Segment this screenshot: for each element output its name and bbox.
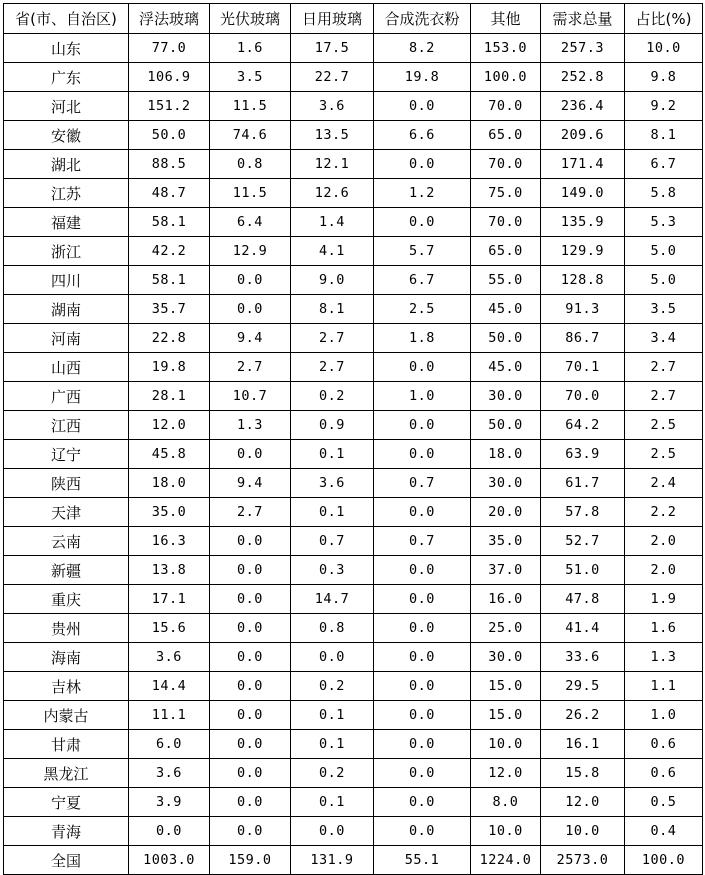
cell-float-glass: 17.1 — [129, 585, 210, 614]
table-row — [4, 411, 703, 440]
cell-province: 青海 — [4, 817, 129, 846]
cell-pv-glass: 0.0 — [210, 643, 291, 672]
table-row — [4, 295, 703, 324]
cell-float-glass: 13.8 — [129, 556, 210, 585]
cell-pv-glass: 2.7 — [210, 498, 291, 527]
cell-other: 45.0 — [471, 295, 541, 324]
cell-detergent: 0.0 — [374, 353, 471, 382]
cell-detergent: 0.0 — [374, 614, 471, 643]
cell-float-glass: 88.5 — [129, 150, 210, 179]
cell-province: 贵州 — [4, 614, 129, 643]
cell-daily-glass: 13.5 — [291, 121, 374, 150]
cell-pv-glass: 11.5 — [210, 179, 291, 208]
cell-detergent: 8.2 — [374, 34, 471, 63]
cell-pv-glass: 1.3 — [210, 411, 291, 440]
cell-float-glass: 28.1 — [129, 382, 210, 411]
cell-share: 1.3 — [625, 643, 703, 672]
cell-pv-glass: 9.4 — [210, 324, 291, 353]
table-body — [4, 34, 703, 875]
cell-detergent: 6.7 — [374, 266, 471, 295]
table-row — [4, 556, 703, 585]
cell-daily-glass: 0.1 — [291, 440, 374, 469]
cell-pv-glass: 1.6 — [210, 34, 291, 63]
cell-total-demand: 52.7 — [541, 527, 625, 556]
cell-other: 50.0 — [471, 324, 541, 353]
cell-float-glass: 35.7 — [129, 295, 210, 324]
demand-table — [3, 3, 703, 875]
cell-share: 1.9 — [625, 585, 703, 614]
cell-share: 9.8 — [625, 63, 703, 92]
table-row — [4, 121, 703, 150]
cell-total-demand: 33.6 — [541, 643, 625, 672]
cell-pv-glass: 0.0 — [210, 295, 291, 324]
cell-float-glass: 12.0 — [129, 411, 210, 440]
cell-province: 陕西 — [4, 469, 129, 498]
cell-share: 9.2 — [625, 92, 703, 121]
cell-daily-glass: 8.1 — [291, 295, 374, 324]
cell-float-glass: 14.4 — [129, 672, 210, 701]
cell-daily-glass: 17.5 — [291, 34, 374, 63]
cell-float-glass: 35.0 — [129, 498, 210, 527]
cell-detergent: 0.0 — [374, 788, 471, 817]
header-detergent: 合成洗衣粉 — [374, 4, 471, 34]
cell-pv-glass: 0.0 — [210, 266, 291, 295]
header-total-demand: 需求总量 — [541, 4, 625, 34]
cell-province: 天津 — [4, 498, 129, 527]
table-row — [4, 585, 703, 614]
cell-pv-glass: 0.0 — [210, 730, 291, 759]
cell-detergent: 5.7 — [374, 237, 471, 266]
table-row — [4, 527, 703, 556]
cell-total-demand: 236.4 — [541, 92, 625, 121]
cell-share: 2.7 — [625, 382, 703, 411]
cell-pv-glass: 0.0 — [210, 556, 291, 585]
cell-province: 山西 — [4, 353, 129, 382]
table-row — [4, 266, 703, 295]
cell-other: 20.0 — [471, 498, 541, 527]
cell-daily-glass: 0.0 — [291, 817, 374, 846]
cell-detergent: 0.0 — [374, 498, 471, 527]
cell-detergent: 0.0 — [374, 643, 471, 672]
cell-detergent: 1.8 — [374, 324, 471, 353]
header-float-glass: 浮法玻璃 — [129, 4, 210, 34]
cell-other: 25.0 — [471, 614, 541, 643]
cell-share: 0.6 — [625, 730, 703, 759]
cell-daily-glass: 0.0 — [291, 643, 374, 672]
cell-pv-glass: 11.5 — [210, 92, 291, 121]
cell-daily-glass: 12.1 — [291, 150, 374, 179]
total-row — [4, 846, 703, 875]
cell-share: 2.0 — [625, 556, 703, 585]
cell-float-glass: 0.0 — [129, 817, 210, 846]
table-row — [4, 759, 703, 788]
cell-other: 15.0 — [471, 701, 541, 730]
cell-pv-glass: 0.8 — [210, 150, 291, 179]
cell-pv-glass: 0.0 — [210, 614, 291, 643]
cell-float-glass: 50.0 — [129, 121, 210, 150]
cell-total-demand: 86.7 — [541, 324, 625, 353]
cell-province: 江西 — [4, 411, 129, 440]
cell-province: 海南 — [4, 643, 129, 672]
cell-daily-glass: 0.2 — [291, 759, 374, 788]
cell-other: 70.0 — [471, 150, 541, 179]
cell-daily-glass: 2.7 — [291, 353, 374, 382]
cell-share: 1.1 — [625, 672, 703, 701]
cell-total-demand: 149.0 — [541, 179, 625, 208]
cell-detergent: 0.0 — [374, 701, 471, 730]
cell-detergent: 2.5 — [374, 295, 471, 324]
cell-share: 100.0 — [625, 846, 703, 875]
cell-other: 153.0 — [471, 34, 541, 63]
table-row — [4, 382, 703, 411]
table-row — [4, 179, 703, 208]
table-row — [4, 788, 703, 817]
cell-pv-glass: 0.0 — [210, 440, 291, 469]
cell-province: 湖北 — [4, 150, 129, 179]
cell-share: 8.1 — [625, 121, 703, 150]
table-row — [4, 672, 703, 701]
cell-float-glass: 42.2 — [129, 237, 210, 266]
cell-share: 1.0 — [625, 701, 703, 730]
cell-share: 2.5 — [625, 411, 703, 440]
cell-float-glass: 48.7 — [129, 179, 210, 208]
cell-detergent: 55.1 — [374, 846, 471, 875]
table-row — [4, 701, 703, 730]
cell-total-demand: 12.0 — [541, 788, 625, 817]
cell-total-demand: 171.4 — [541, 150, 625, 179]
cell-share: 5.0 — [625, 266, 703, 295]
cell-daily-glass: 0.9 — [291, 411, 374, 440]
cell-province: 辽宁 — [4, 440, 129, 469]
cell-detergent: 1.0 — [374, 382, 471, 411]
table-row — [4, 208, 703, 237]
cell-total-demand: 70.0 — [541, 382, 625, 411]
cell-float-glass: 16.3 — [129, 527, 210, 556]
cell-other: 30.0 — [471, 382, 541, 411]
cell-province: 甘肃 — [4, 730, 129, 759]
cell-detergent: 1.2 — [374, 179, 471, 208]
table-row — [4, 614, 703, 643]
cell-other: 70.0 — [471, 208, 541, 237]
cell-daily-glass: 0.2 — [291, 382, 374, 411]
cell-share: 2.5 — [625, 440, 703, 469]
cell-share: 3.4 — [625, 324, 703, 353]
cell-pv-glass: 0.0 — [210, 701, 291, 730]
cell-daily-glass: 22.7 — [291, 63, 374, 92]
cell-detergent: 0.0 — [374, 672, 471, 701]
header-row — [4, 4, 703, 34]
cell-province: 浙江 — [4, 237, 129, 266]
table-row — [4, 92, 703, 121]
cell-float-glass: 15.6 — [129, 614, 210, 643]
cell-province: 吉林 — [4, 672, 129, 701]
cell-total-demand: 64.2 — [541, 411, 625, 440]
cell-daily-glass: 0.3 — [291, 556, 374, 585]
cell-float-glass: 11.1 — [129, 701, 210, 730]
cell-detergent: 0.0 — [374, 208, 471, 237]
cell-share: 2.0 — [625, 527, 703, 556]
cell-detergent: 6.6 — [374, 121, 471, 150]
cell-pv-glass: 0.0 — [210, 817, 291, 846]
cell-daily-glass: 3.6 — [291, 469, 374, 498]
cell-other: 8.0 — [471, 788, 541, 817]
cell-total-demand: 47.8 — [541, 585, 625, 614]
cell-province: 重庆 — [4, 585, 129, 614]
cell-share: 3.5 — [625, 295, 703, 324]
cell-daily-glass: 12.6 — [291, 179, 374, 208]
cell-share: 2.2 — [625, 498, 703, 527]
cell-other: 65.0 — [471, 121, 541, 150]
cell-other: 50.0 — [471, 411, 541, 440]
cell-other: 12.0 — [471, 759, 541, 788]
cell-province: 内蒙古 — [4, 701, 129, 730]
cell-detergent: 0.7 — [374, 527, 471, 556]
cell-other: 16.0 — [471, 585, 541, 614]
cell-daily-glass: 3.6 — [291, 92, 374, 121]
cell-pv-glass: 0.0 — [210, 585, 291, 614]
cell-float-glass: 22.8 — [129, 324, 210, 353]
cell-total-demand: 135.9 — [541, 208, 625, 237]
cell-total-demand: 57.8 — [541, 498, 625, 527]
cell-province: 黑龙江 — [4, 759, 129, 788]
cell-total-demand: 16.1 — [541, 730, 625, 759]
cell-float-glass: 19.8 — [129, 353, 210, 382]
cell-total-demand: 252.8 — [541, 63, 625, 92]
cell-pv-glass: 0.0 — [210, 788, 291, 817]
header-pv-glass: 光伏玻璃 — [210, 4, 291, 34]
cell-daily-glass: 0.7 — [291, 527, 374, 556]
cell-daily-glass: 1.4 — [291, 208, 374, 237]
cell-province: 四川 — [4, 266, 129, 295]
cell-detergent: 0.0 — [374, 411, 471, 440]
cell-total-demand: 91.3 — [541, 295, 625, 324]
cell-pv-glass: 12.9 — [210, 237, 291, 266]
cell-pv-glass: 6.4 — [210, 208, 291, 237]
cell-other: 70.0 — [471, 92, 541, 121]
cell-float-glass: 77.0 — [129, 34, 210, 63]
cell-total-demand: 63.9 — [541, 440, 625, 469]
cell-detergent: 19.8 — [374, 63, 471, 92]
cell-pv-glass: 3.5 — [210, 63, 291, 92]
cell-other: 15.0 — [471, 672, 541, 701]
cell-daily-glass: 0.1 — [291, 498, 374, 527]
cell-province: 山东 — [4, 34, 129, 63]
cell-pv-glass: 2.7 — [210, 353, 291, 382]
cell-other: 10.0 — [471, 817, 541, 846]
cell-daily-glass: 4.1 — [291, 237, 374, 266]
cell-pv-glass: 9.4 — [210, 469, 291, 498]
cell-detergent: 0.0 — [374, 759, 471, 788]
cell-share: 0.6 — [625, 759, 703, 788]
cell-share: 5.8 — [625, 179, 703, 208]
cell-float-glass: 6.0 — [129, 730, 210, 759]
cell-province: 江苏 — [4, 179, 129, 208]
table-row — [4, 498, 703, 527]
cell-float-glass: 45.8 — [129, 440, 210, 469]
cell-daily-glass: 0.1 — [291, 730, 374, 759]
cell-detergent: 0.0 — [374, 150, 471, 179]
cell-other: 30.0 — [471, 643, 541, 672]
cell-other: 55.0 — [471, 266, 541, 295]
cell-daily-glass: 0.8 — [291, 614, 374, 643]
cell-share: 0.4 — [625, 817, 703, 846]
cell-province: 广东 — [4, 63, 129, 92]
cell-other: 18.0 — [471, 440, 541, 469]
cell-float-glass: 106.9 — [129, 63, 210, 92]
cell-pv-glass: 0.0 — [210, 672, 291, 701]
cell-province: 河南 — [4, 324, 129, 353]
cell-float-glass: 3.9 — [129, 788, 210, 817]
cell-share: 5.3 — [625, 208, 703, 237]
cell-total-demand: 257.3 — [541, 34, 625, 63]
cell-total-demand: 29.5 — [541, 672, 625, 701]
cell-total-demand: 51.0 — [541, 556, 625, 585]
cell-total-demand: 61.7 — [541, 469, 625, 498]
cell-pv-glass: 0.0 — [210, 759, 291, 788]
cell-float-glass: 58.1 — [129, 208, 210, 237]
cell-float-glass: 3.6 — [129, 759, 210, 788]
table-row — [4, 63, 703, 92]
cell-share: 2.4 — [625, 469, 703, 498]
cell-other: 37.0 — [471, 556, 541, 585]
header-province: 省(市、自治区) — [4, 4, 129, 34]
table-row — [4, 150, 703, 179]
table-row — [4, 324, 703, 353]
cell-other: 75.0 — [471, 179, 541, 208]
cell-total-demand: 10.0 — [541, 817, 625, 846]
cell-share: 1.6 — [625, 614, 703, 643]
cell-float-glass: 18.0 — [129, 469, 210, 498]
cell-float-glass: 1003.0 — [129, 846, 210, 875]
cell-daily-glass: 0.1 — [291, 788, 374, 817]
cell-share: 2.7 — [625, 353, 703, 382]
cell-total-demand: 26.2 — [541, 701, 625, 730]
cell-total-demand: 209.6 — [541, 121, 625, 150]
cell-province: 云南 — [4, 527, 129, 556]
cell-province: 全国 — [4, 846, 129, 875]
cell-total-demand: 129.9 — [541, 237, 625, 266]
cell-province: 河北 — [4, 92, 129, 121]
cell-province: 安徽 — [4, 121, 129, 150]
table-row — [4, 34, 703, 63]
cell-other: 100.0 — [471, 63, 541, 92]
cell-other: 45.0 — [471, 353, 541, 382]
header-daily-glass: 日用玻璃 — [291, 4, 374, 34]
cell-other: 10.0 — [471, 730, 541, 759]
table-row — [4, 440, 703, 469]
table-row — [4, 237, 703, 266]
cell-detergent: 0.0 — [374, 556, 471, 585]
cell-daily-glass: 0.2 — [291, 672, 374, 701]
table-row — [4, 469, 703, 498]
cell-pv-glass: 159.0 — [210, 846, 291, 875]
cell-detergent: 0.0 — [374, 92, 471, 121]
cell-total-demand: 70.1 — [541, 353, 625, 382]
cell-detergent: 0.0 — [374, 440, 471, 469]
cell-province: 新疆 — [4, 556, 129, 585]
cell-province: 湖南 — [4, 295, 129, 324]
cell-province: 宁夏 — [4, 788, 129, 817]
cell-detergent: 0.7 — [374, 469, 471, 498]
cell-other: 65.0 — [471, 237, 541, 266]
cell-share: 10.0 — [625, 34, 703, 63]
header-other: 其他 — [471, 4, 541, 34]
cell-pv-glass: 74.6 — [210, 121, 291, 150]
cell-pv-glass: 0.0 — [210, 527, 291, 556]
cell-detergent: 0.0 — [374, 585, 471, 614]
table-row — [4, 730, 703, 759]
cell-total-demand: 15.8 — [541, 759, 625, 788]
cell-pv-glass: 10.7 — [210, 382, 291, 411]
cell-total-demand: 2573.0 — [541, 846, 625, 875]
cell-daily-glass: 9.0 — [291, 266, 374, 295]
cell-other: 1224.0 — [471, 846, 541, 875]
cell-share: 0.5 — [625, 788, 703, 817]
cell-total-demand: 128.8 — [541, 266, 625, 295]
cell-other: 30.0 — [471, 469, 541, 498]
table-row — [4, 817, 703, 846]
cell-detergent: 0.0 — [374, 730, 471, 759]
cell-float-glass: 151.2 — [129, 92, 210, 121]
cell-share: 6.7 — [625, 150, 703, 179]
cell-daily-glass: 0.1 — [291, 701, 374, 730]
table-row — [4, 643, 703, 672]
table-row — [4, 353, 703, 382]
table-container — [3, 3, 703, 875]
cell-province: 广西 — [4, 382, 129, 411]
cell-share: 5.0 — [625, 237, 703, 266]
cell-province: 福建 — [4, 208, 129, 237]
cell-daily-glass: 2.7 — [291, 324, 374, 353]
cell-total-demand: 41.4 — [541, 614, 625, 643]
cell-float-glass: 3.6 — [129, 643, 210, 672]
cell-daily-glass: 14.7 — [291, 585, 374, 614]
cell-float-glass: 58.1 — [129, 266, 210, 295]
cell-other: 35.0 — [471, 527, 541, 556]
cell-daily-glass: 131.9 — [291, 846, 374, 875]
header-share: 占比(%) — [625, 4, 703, 34]
cell-detergent: 0.0 — [374, 817, 471, 846]
